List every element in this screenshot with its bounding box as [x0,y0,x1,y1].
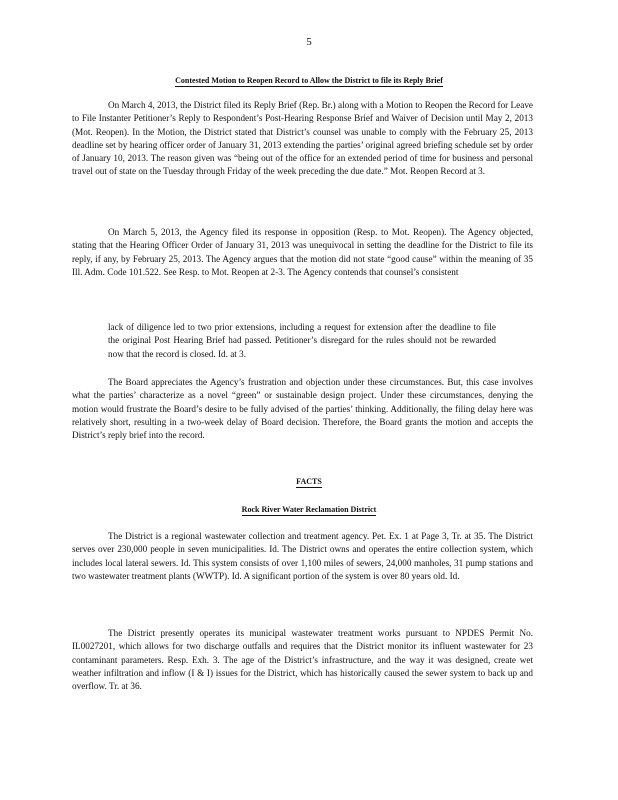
paragraph-board-decision [72,376,533,442]
section-heading-contested-motion [0,76,618,85]
section-heading-facts [0,477,618,486]
paragraph-text: The Board appreciates the Agency’s frustration and objection under these circumstances. But, this case involves what the parties’ characterize as a novel “green” or sustainable design project. Under these circumstances, denying the motion would frustrate the Board’s desire to be fully advised of the parties’ thinking. Additionally, the filing delay here was relatively short, resulting in a two-week delay of Board decision. Therefore, the Board grants the motion and accepts the District’s reply brief into the record. [72,377,533,441]
paragraph-district-description [72,530,533,583]
section-subheading-district [0,505,618,514]
paragraph-agency-response [72,226,533,279]
page-number: 5 [306,36,312,48]
block-quote: lack of diligence led to two prior extensions, including a request for extension after the deadline to file the original Post Hearing Brief had passed. Petitioner’s disregard for the rules should not be rewarded now that the record is closed. Id. at 3. [108,322,496,359]
paragraph-motion-filed [72,99,533,179]
paragraph-npdes-permit [72,627,533,693]
paragraph-text: The District presently operates its municipal wastewater treatment works pursuant to NPDES Permit No. IL0027201, which allows for two discharge outfalls and requires that the District monitor its influent wastewater for 23 contaminant parameters. Resp. Exh. 3. The age of the District’s infrastructure, and the way it was designed, create wet weather infiltration and inflow (I & I) issues for the District, which has historically caused the sewer system to back up and overflow. Tr. at 36. [72,628,533,692]
section-heading-text: FACTS [296,477,322,486]
section-subheading-text: Rock River Water Reclamation District [241,505,377,514]
paragraph-text: On March 5, 2013, the Agency filed its response in opposition (Resp. to Mot. Reopen). The Agency objected, stating that the Hearing Officer Order of January 31, 2013 was unequivocal in setting the deadline for the District to file its reply, if any, by February 25, 2013. The Agency argues that the motion did not state “good cause” within the meaning of 35 Ill. Adm. Code 101.522. See Resp. to Mot. Reopen at 2-3. The Agency contends that counsel’s consistent [72,227,533,277]
section-heading-text: Contested Motion to Reopen Record to Allow the District to file its Reply Brief [175,76,443,85]
paragraph-text: The District is a regional wastewater collection and treatment agency. Pet. Ex. 1 at Page 3, Tr. at 35. The District serves over 230,000 people in seven municipalities. Id. The District owns and operates the entire collection system, which includes local lateral sewers. Id. This system consists of over 1,100 miles of sewers, 24,000 manholes, 31 pump stations and two wastewater treatment plants (WWTP). Id. A significant portion of the system is over 80 years old. Id. [72,531,533,581]
paragraph-text: On March 4, 2013, the District filed its Reply Brief (Rep. Br.) along with a Motion to Reopen the Record for Leave to File Instanter Petitioner’s Reply to Respondent’s Post-Hearing Response Brief and Waiver of Decision until May 2, 2013 (Mot. Reopen). In the Motion, the District stated that District’s counsel was unable to comply with the February 25, 2013 deadline set by hearing officer order of January 31, 2013 extending the parties’ original agreed briefing schedule set by order of January 10, 2013. The reason given was “being out of the office for an extended period of time for business and personal travel out of state on the Tuesday through Friday of the week preceding the due date.” Mot. Reopen Record at 3. [72,100,533,177]
